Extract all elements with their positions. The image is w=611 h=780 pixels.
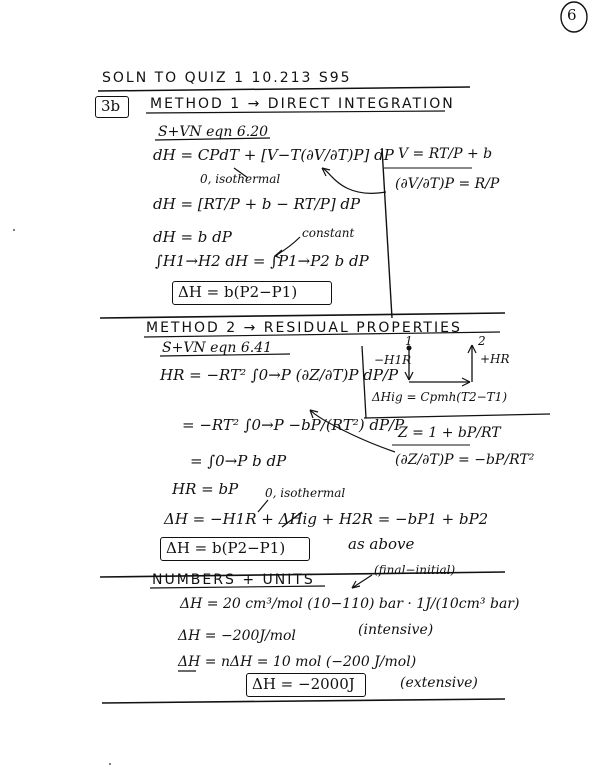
method2-note-zero: 0, isothermal xyxy=(265,486,346,500)
method1-note-zero: 0, isothermal xyxy=(200,172,281,186)
problem-label: 3b xyxy=(101,97,121,115)
section-divider-3 xyxy=(102,699,505,703)
diagram-left: −H1R xyxy=(374,353,412,367)
numbers-result-note: (extensive) xyxy=(400,675,478,691)
numbers-note-final-initial: (final−initial) xyxy=(374,563,456,577)
method2-side-dz: (∂Z/∂T)P = −bP/RT² xyxy=(395,452,535,468)
method2-eq1: HR = −RT² ∫0→P (∂Z/∂T)P dP/P xyxy=(160,366,399,384)
section-divider-1 xyxy=(100,313,505,318)
method2-eq5: ΔH = −H1R + ΔHig + H2R = −bP1 + bP2 xyxy=(164,510,489,528)
method1-eq2: dH = [RT/P + b − RT/P] dP xyxy=(153,195,361,213)
method2-eq2: = −RT² ∫0→P −bP/(RT²) dP/P xyxy=(182,416,405,434)
page-title: SOLN TO QUIZ 1 10.213 S95 xyxy=(102,70,352,86)
method1-eq1: dH = CPdT + [V−T(∂V/∂T)P] dP xyxy=(153,146,394,164)
method1-heading: METHOD 1 → DIRECT INTEGRATION xyxy=(150,96,455,112)
diagram-bottom: ΔHig = Cpmh(T2−T1) xyxy=(372,390,507,404)
numbers-eq2-note: (intensive) xyxy=(358,622,434,638)
method1-note-constant: constant xyxy=(302,226,355,240)
method1-side-eq1: V = RT/P + b xyxy=(398,146,493,162)
method1-vertical-divider xyxy=(382,148,392,318)
numbers-eq2: ΔH = −200J/mol xyxy=(178,628,296,644)
method2-heading: METHOD 2 → RESIDUAL PROPERTIES xyxy=(146,320,462,336)
method2-eq4: HR = bP xyxy=(172,480,239,498)
numbers-eq1: ΔH = 20 cm³/mol (10−110) bar · 1J/(10cm³ bar) xyxy=(180,596,520,612)
method1-eq3: dH = b dP xyxy=(153,228,232,246)
arrow-substitution xyxy=(322,168,386,193)
method1-side-eq2: (∂V/∂T)P = R/P xyxy=(395,176,500,192)
method2-eq3: = ∫0→P b dP xyxy=(190,452,287,470)
method1-result: ΔH = b(P2−P1) xyxy=(178,283,298,301)
diagram-label-2: 2 xyxy=(478,334,486,348)
numbers-eq3: ΔH = nΔH = 10 mol (−200 J/mol) xyxy=(178,654,417,670)
arrow-final-initial xyxy=(352,575,372,588)
page-number: 6 xyxy=(567,6,577,24)
method2-result: ΔH = b(P2−P1) xyxy=(166,539,286,557)
title-underline xyxy=(98,87,470,91)
method1-eq4: ∫H1→H2 dH = ∫P1→P2 b dP xyxy=(155,252,369,270)
numbers-result: ΔH = −2000J xyxy=(252,675,355,693)
method2-ref: S+VN eqn 6.41 xyxy=(162,340,273,356)
diagram-label-1: 1 xyxy=(405,334,413,348)
method2-side-z: Z = 1 + bP/RT xyxy=(398,425,501,441)
method2-as-above: as above xyxy=(348,535,415,553)
diagram-right: +HR xyxy=(480,352,510,366)
method1-ref: S+VN eqn 6.20 xyxy=(158,124,269,140)
numbers-heading: NUMBERS + UNITS xyxy=(152,572,315,588)
